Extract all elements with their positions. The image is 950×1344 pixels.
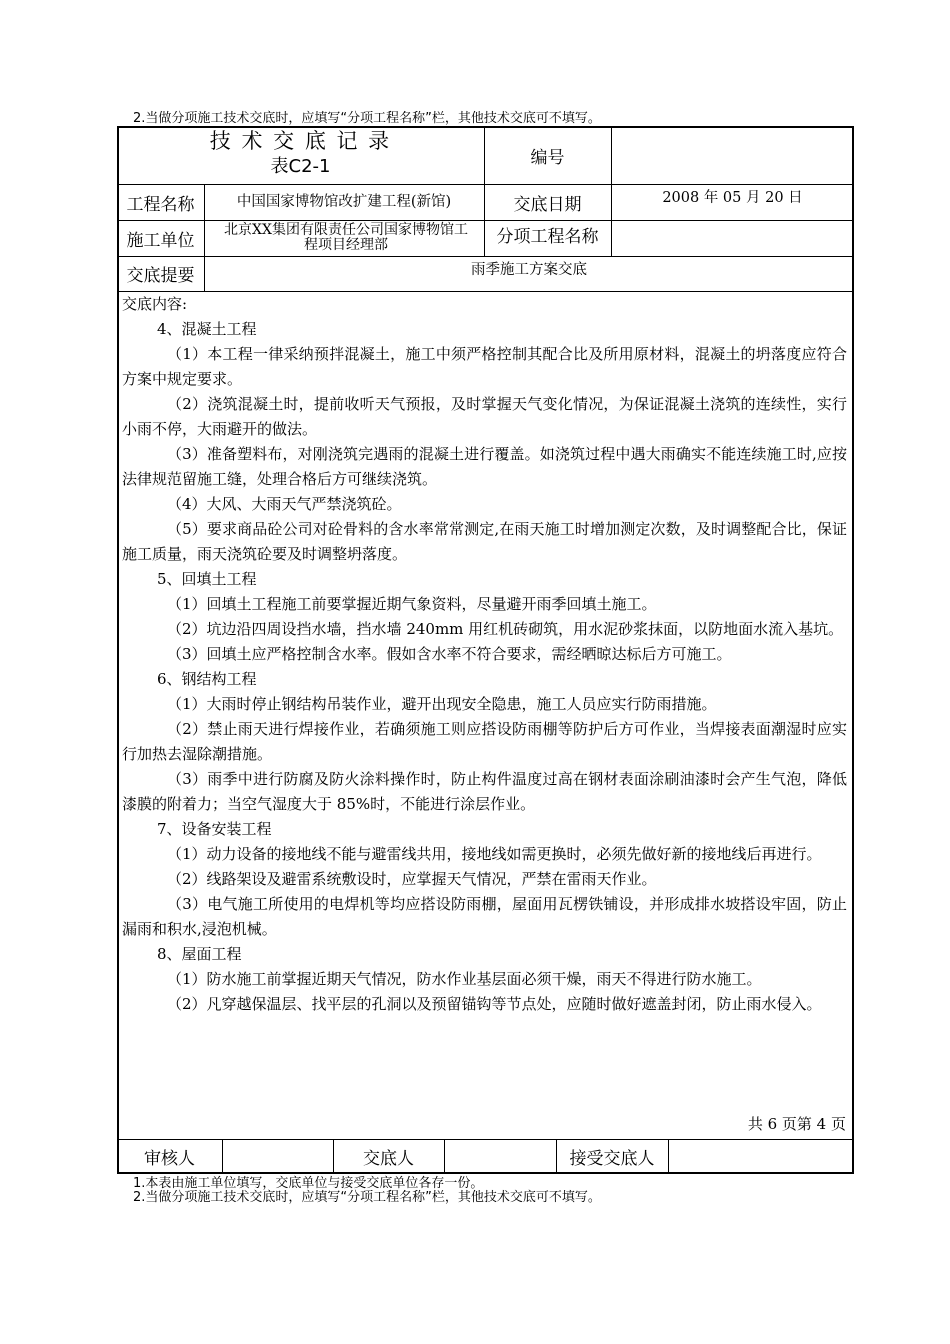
section-heading: 4、混凝土工程 (157, 320, 257, 338)
reviewer-label: 审核人 (144, 1149, 195, 1169)
section-heading: 7、设备安装工程 (157, 820, 272, 838)
contractor-value: 北京XX集团有限责任公司国家博物馆工程项目经理部 (224, 222, 468, 253)
summary-label: 交底提要 (126, 266, 195, 286)
page-indicator: 共 6 页第 4 页 (747, 1115, 846, 1133)
content-paragraph: （2）浇筑混凝土时，提前收听天气预报，及时掌握天气变化情况，为保证混凝土浇筑的连续性，实行小雨不停，大雨避开的做法。 (122, 395, 847, 438)
receiver-value (668, 1139, 854, 1174)
form-title: 技 术 交 底 记 录 (209, 129, 392, 153)
project-name-value: 中国国家博物馆改扩建工程(新馆) (236, 194, 452, 210)
section-heading: 5、回填土工程 (157, 570, 257, 588)
content-paragraph: （2）凡穿越保温层、找平层的孔洞以及预留锚钩等节点处，应随时做好遮盖封闭，防止雨水侵入。 (167, 995, 822, 1013)
number-label: 编号 (530, 147, 565, 168)
reviewer-value (222, 1139, 333, 1174)
content-paragraph: （4）大风、大雨天气严禁浇筑砼。 (167, 495, 402, 513)
disclosure-content (122, 292, 847, 1017)
content-paragraph: （5）要求商品砼公司对砼骨料的含水率常常测定,在雨天施工时增加测定次数，及时调整配合比，保证施工质量，雨天浇筑砼要及时调整坍落度。 (122, 520, 847, 563)
subproject-label: 分项工程名称 (496, 226, 599, 247)
receiver-label: 接受交底人 (569, 1149, 655, 1169)
content-paragraph: （1）回填土工程施工前要掌握近期气象资料，尽量避开雨季回填土施工。 (167, 595, 657, 613)
content-paragraph: （3）准备塑料布，对刚浇筑完遇雨的混凝土进行覆盖。如浇筑过程中遇大雨确实不能连续施工时,应按法律规范留施工缝，处理合格后方可继续浇筑。 (122, 445, 847, 488)
content-paragraph: （1）大雨时停止钢结构吊装作业，避开出现安全隐患，施工人员应实行防雨措施。 (167, 695, 717, 713)
top-note: 2.当做分项施工技术交底时，应填写“分项工程名称”栏，其他技术交底可不填写。 (133, 111, 601, 126)
content-paragraph: （3）回填土应严格控制含水率。假如含水率不符合要求，需经晒晾达标后方可施工。 (167, 645, 732, 663)
contractor-label: 施工单位 (126, 230, 195, 251)
date-label: 交底日期 (513, 194, 582, 215)
form-number-code: 表C2-1 (270, 156, 331, 177)
content-paragraphs (122, 317, 847, 1017)
section-heading: 8、屋面工程 (157, 945, 242, 963)
discloser-label: 交底人 (363, 1149, 414, 1169)
content-paragraph: （1）防水施工前掌握近期天气情况，防水作业基层面必须干燥，雨天不得进行防水施工。 (167, 970, 762, 988)
content-paragraph: （1）动力设备的接地线不能与避雷线共用，接地线如需更换时，必须先做好新的接地线后再进行。 (167, 845, 822, 863)
content-paragraph: （1）本工程一律采纳预拌混凝土，施工中须严格控制其配合比及所用原材料，混凝土的坍落度应符合方案中规定要求。 (122, 345, 847, 388)
content-paragraph: （3）雨季中进行防腐及防火涂料操作时，防止构件温度过高在钢材表面涂刷油漆时会产生气泡，降低漆膜的附着力；当空气湿度大于 85%时，不能进行涂层作业。 (122, 770, 847, 813)
bottom-note: 2.当做分项施工技术交底时，应填写“分项工程名称”栏，其他技术交底可不填写。 (133, 1190, 601, 1205)
project-name-label: 工程名称 (126, 194, 195, 215)
content-paragraph: （3）电气施工所使用的电焊机等均应搭设防雨棚，屋面用瓦楞铁铺设，并形成排水坡搭设牢固，防止漏雨和积水,浸泡机械。 (122, 895, 847, 938)
bottom-note: 1.本表由施工单位填写，交底单位与接受交底单位各存一份。 (133, 1176, 484, 1191)
discloser-value (444, 1139, 556, 1174)
content-heading: 交底内容: (122, 295, 188, 313)
content-paragraph: （2）线路架设及避雷系统敷设时，应掌握天气情况，严禁在雷雨天作业。 (167, 870, 657, 888)
section-heading: 6、钢结构工程 (157, 670, 257, 688)
content-paragraph: （2）坑边沿四周设挡水墙，挡水墙 240mm 用红机砖砌筑，用水泥砂浆抹面，以防地面水流入基坑。 (167, 620, 844, 638)
subproject-value (611, 220, 854, 256)
date-value: 2008 年 05 月 20 日 (662, 190, 803, 206)
content-paragraph: （2）禁止雨天进行焊接作业，若确须施工则应搭设防雨棚等防护后方可作业，当焊接表面潮湿时应实行加热去湿除潮措施。 (122, 720, 847, 763)
number-value (611, 126, 854, 184)
summary-value: 雨季施工方案交底 (471, 262, 587, 278)
